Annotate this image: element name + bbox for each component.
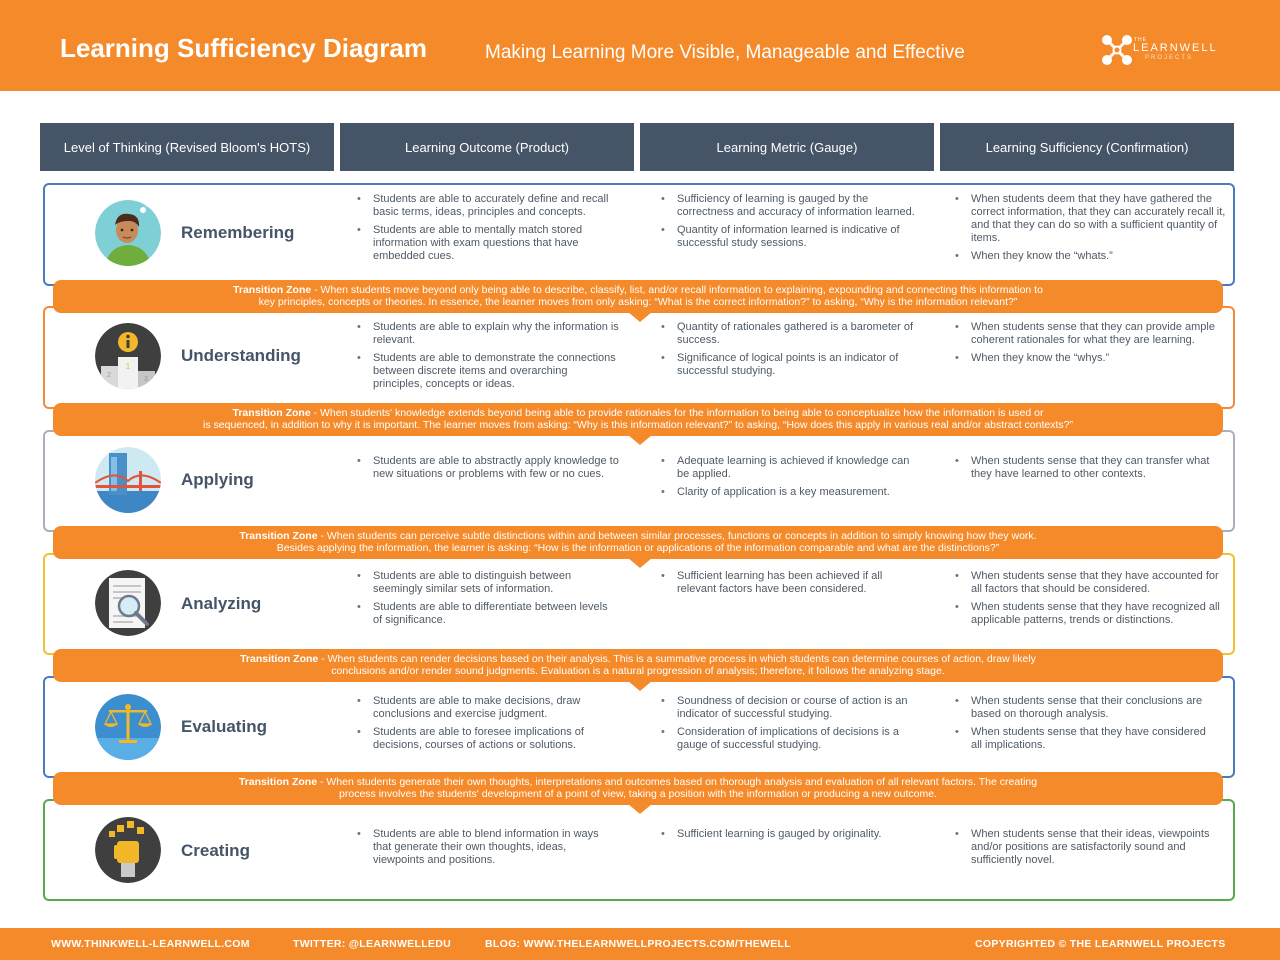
list-item: • When they know the “whys.” bbox=[955, 352, 1217, 365]
logo-text-bottom: PROJECTS bbox=[1145, 55, 1194, 61]
footer-website-link[interactable]: WWW.THINKWELL-LEARNWELL.COM bbox=[51, 938, 250, 950]
sufficiency-list-analyzing bbox=[955, 570, 1227, 632]
transition-label: Transition Zone bbox=[233, 284, 312, 296]
outcome-list-remembering bbox=[357, 193, 619, 268]
list-item: • Students are able to differentiate between levels of significance. bbox=[357, 601, 619, 627]
header-banner bbox=[0, 0, 1280, 91]
down-arrow-icon bbox=[628, 681, 652, 691]
list-item: • When students sense that their conclusions are based on thorough analysis. bbox=[955, 695, 1217, 721]
list-item: • Adequate learning is achieved if knowledge can be applied. bbox=[661, 455, 923, 481]
metric-list-analyzing bbox=[661, 570, 923, 601]
svg-text:1: 1 bbox=[125, 362, 131, 371]
list-item: • When they know the “whats.” bbox=[955, 250, 1227, 263]
transition-zone-3 bbox=[53, 526, 1223, 559]
metric-list-evaluating bbox=[661, 695, 923, 757]
footer-blog-link[interactable]: BLOG: WWW.THELEARNWELLPROJECTS.COM/THEWELL bbox=[485, 938, 791, 950]
column-header-metric: Learning Metric (Gauge) bbox=[640, 123, 934, 171]
list-item: • Students are able to make decisions, draw conclusions and exercise judgment. bbox=[357, 695, 619, 721]
list-item: • When students sense that they have considered all implications. bbox=[955, 726, 1217, 752]
transition-line-1: Transition Zone - When students can render decisions based on their analysis. This is a summative process in which students can determine courses of action, draw likely bbox=[240, 653, 1036, 665]
list-item: • When students sense that their ideas, viewpoints and/or positions are satisfactorily sound and sufficiently novel. bbox=[955, 828, 1217, 867]
column-header-outcome: Learning Outcome (Product) bbox=[340, 123, 634, 171]
list-item: • Soundness of decision or course of action is an indicator of successful studying. bbox=[661, 695, 923, 721]
transition-zone-4 bbox=[53, 649, 1223, 682]
metric-list-creating bbox=[661, 828, 923, 846]
transition-label: Transition Zone bbox=[232, 407, 311, 419]
list-item: • Significance of logical points is an indicator of successful studying. bbox=[661, 352, 923, 378]
transition-zone-5 bbox=[53, 772, 1223, 805]
molecule-logo-icon bbox=[1100, 33, 1134, 67]
level-name-analyzing: Analyzing bbox=[181, 594, 262, 613]
page-subtitle: Making Learning More Visible, Manageable and Effective bbox=[485, 42, 965, 63]
level-name-evaluating: Evaluating bbox=[181, 717, 267, 736]
list-item: • Quantity of rationales gathered is a barometer of success. bbox=[661, 321, 923, 347]
learnwell-logo bbox=[1100, 33, 1240, 69]
outcome-list-evaluating bbox=[357, 695, 619, 757]
level-name-applying: Applying bbox=[181, 470, 254, 489]
sufficiency-list-remembering bbox=[955, 193, 1227, 268]
footer-bar bbox=[0, 928, 1280, 960]
list-item: • Students are able to demonstrate the connections between discrete items and overarching principles, concepts or ideas. bbox=[357, 352, 619, 391]
transition-line-1: Transition Zone - When students can perceive subtle distinctions within and between similar processes, functions or concepts in addition to simply knowing how they work. bbox=[239, 530, 1037, 542]
svg-text:3: 3 bbox=[144, 376, 148, 383]
sufficiency-list-creating bbox=[955, 828, 1217, 872]
list-item: • When students sense that they can transfer what they have learned to other contexts. bbox=[955, 455, 1217, 481]
transition-label: Transition Zone bbox=[239, 530, 318, 542]
list-item: • Sufficient learning has been achieved if all relevant factors have been considered. bbox=[661, 570, 923, 596]
down-arrow-icon bbox=[628, 435, 652, 445]
list-item: • Students are able to foresee implications of decisions, courses of actions or solutions. bbox=[357, 726, 619, 752]
logo-text-top: THE bbox=[1134, 37, 1147, 43]
column-header-level: Level of Thinking (Revised Bloom's HOTS) bbox=[40, 123, 334, 171]
list-item: • Quantity of information learned is indicative of successful study sessions. bbox=[661, 224, 923, 250]
transition-zone-1 bbox=[53, 280, 1223, 313]
list-item: • Sufficiency of learning is gauged by the correctness and accuracy of information learned. bbox=[661, 193, 923, 219]
list-item: • When students sense that they have recognized all applicable patterns, trends or distinctions. bbox=[955, 601, 1227, 627]
metric-list-applying bbox=[661, 455, 923, 504]
transition-line-1: Transition Zone - When students generate their own thoughts, interpretations and outcomes based on thorough analysis and evaluation of all relevant factors. The creating bbox=[238, 776, 1038, 788]
down-arrow-icon bbox=[628, 558, 652, 568]
transition-line-1: Transition Zone - When students move beyond only being able to describe, classify, list, and/or recall information to explaining, expounding and connecting this information to bbox=[233, 284, 1043, 296]
level-name-remembering: Remembering bbox=[181, 223, 295, 242]
level-name-understanding: Understanding bbox=[181, 346, 301, 365]
logo-text-main: LEARNWELL bbox=[1133, 42, 1218, 54]
transition-zone-2 bbox=[53, 403, 1223, 436]
down-arrow-icon bbox=[628, 312, 652, 322]
list-item: • Students are able to accurately define and recall basic terms, ideas, principles and concepts. bbox=[357, 193, 619, 219]
list-item: • When students deem that they have gathered the correct information, that they can accurately recall it, and that they can do so with a sufficient quantity of items. bbox=[955, 193, 1227, 245]
list-item: • Students are able to mentally match stored information with exam questions that have embedded cues. bbox=[357, 224, 619, 263]
list-item: • Students are able to blend information in ways that generate their own thoughts, ideas, viewpoints and positions. bbox=[357, 828, 619, 867]
sufficiency-list-applying bbox=[955, 455, 1217, 486]
transition-line-2: is sequenced, in addition to why it is important. The learner moves from asking: “Why is this information relevant?” to asking, “How does this apply in various real and/or abstract contexts?” bbox=[203, 419, 1073, 431]
list-item: • When students sense that they can provide ample coherent rationales for what they are learning. bbox=[955, 321, 1217, 347]
scales-icon bbox=[95, 694, 161, 760]
list-item: • Clarity of application is a key measurement. bbox=[661, 486, 923, 499]
metric-list-understanding bbox=[661, 321, 923, 383]
page-title: Learning Sufficiency Diagram bbox=[60, 33, 427, 63]
level-name-creating: Creating bbox=[181, 841, 250, 860]
footer-twitter-link[interactable]: TWITTER: @LEARNWELLEDU bbox=[293, 938, 451, 950]
list-item: • Consideration of implications of decisions is a gauge of successful studying. bbox=[661, 726, 923, 752]
outcome-list-applying bbox=[357, 455, 619, 486]
thinking-person-icon bbox=[95, 200, 161, 266]
outcome-list-analyzing bbox=[357, 570, 619, 632]
svg-text:2: 2 bbox=[107, 372, 111, 379]
transition-line-1: Transition Zone - When students' knowledge extends beyond being able to provide rationales for the information to being able to conceptualize how the information is used or bbox=[232, 407, 1044, 419]
list-item: • Sufficient learning is gauged by originality. bbox=[661, 828, 923, 841]
down-arrow-icon bbox=[628, 804, 652, 814]
sufficiency-list-evaluating bbox=[955, 695, 1217, 757]
column-header-sufficiency: Learning Sufficiency (Confirmation) bbox=[940, 123, 1234, 171]
podium-info-icon bbox=[95, 323, 161, 389]
list-item: • Students are able to abstractly apply knowledge to new situations or problems with few or no cues. bbox=[357, 455, 619, 481]
footer-copyright: COPYRIGHTED © THE LEARNWELL PROJECTS bbox=[975, 938, 1226, 950]
bridge-icon bbox=[95, 447, 161, 513]
list-item: • Students are able to distinguish between seemingly similar sets of information. bbox=[357, 570, 619, 596]
metric-list-remembering bbox=[661, 193, 923, 255]
transition-line-2: conclusions and/or render sound judgments. Evaluation is a natural progression of analysis; therefore, it follows the analyzing stage. bbox=[331, 665, 945, 677]
transition-line-2: Besides applying the information, the learner is asking: “How is the information or applications of the information comparable and what are the distinctions?” bbox=[276, 542, 1000, 554]
outcome-list-creating bbox=[357, 828, 619, 872]
magnifier-document-icon bbox=[95, 570, 161, 636]
outcome-list-understanding bbox=[357, 321, 619, 396]
list-item: • Students are able to explain why the information is relevant. bbox=[357, 321, 619, 347]
list-item: • When students sense that they have accounted for all factors that should be considered. bbox=[955, 570, 1227, 596]
transition-line-2: process involves the students' development of a point of view, taking a position with the information or producing a new outcome. bbox=[339, 788, 937, 800]
transition-line-2: key principles, concepts or theories. In essence, the learner moves from only asking: “What is the correct information?” to asking, “Why is the information relevant?” bbox=[258, 296, 1018, 308]
sufficiency-list-understanding bbox=[955, 321, 1217, 370]
transition-label: Transition Zone bbox=[240, 653, 319, 665]
lightbulb-hand-icon bbox=[95, 817, 161, 883]
transition-label: Transition Zone bbox=[238, 776, 318, 788]
